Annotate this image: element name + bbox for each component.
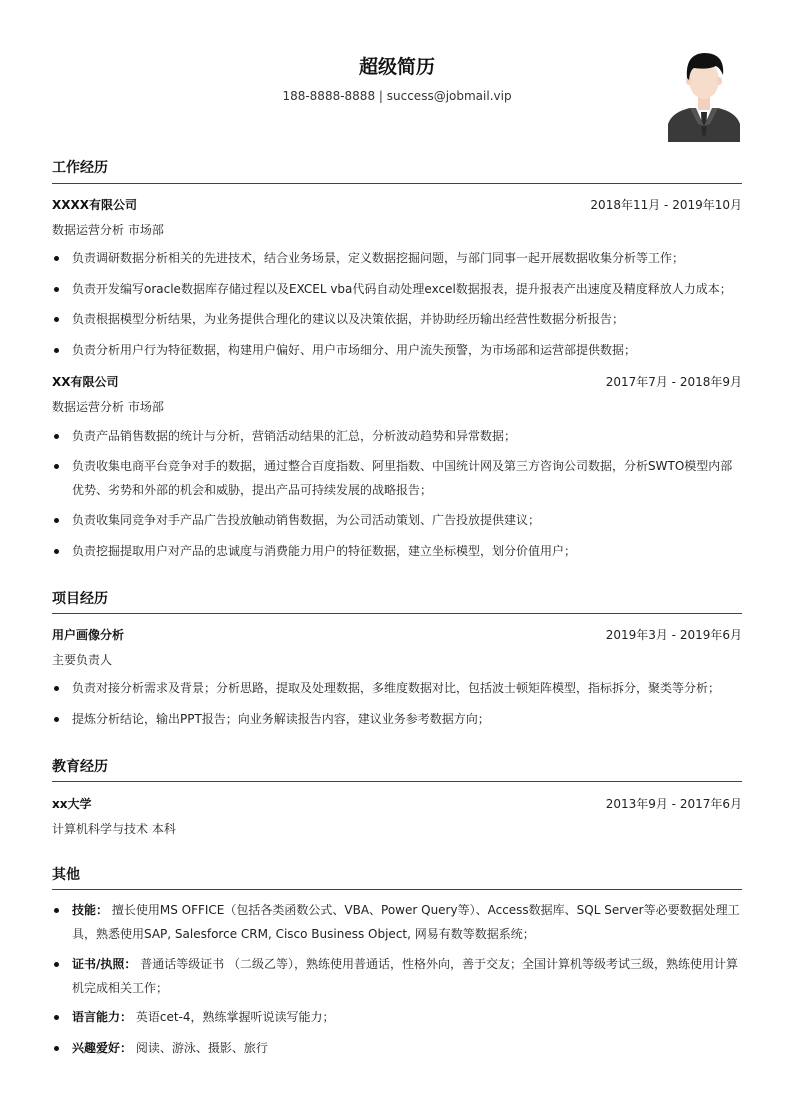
project-role: 主要负责人 — [52, 653, 113, 667]
list-item: 负责开发编写oracle数据库存储过程以及EXCEL vba代码自动处理excel数据报表，提升报表产出速度及精度释放人力成本； — [72, 277, 742, 301]
list-item: 负责收集电商平台竞争对手的数据，通过整合百度指数、阿里指数、中国统计网及第三方咨询公司数据，分析SWTO模型内部优势、劣势和外部的机会和威胁，提出产品可持续发展的战略报告； — [72, 454, 742, 502]
list-item — [72, 898, 742, 946]
project-name: 用户画像分析 — [52, 628, 125, 642]
certificates-text: 普通话等级证书 （二级乙等），熟练使用普通话，性格外向，善于交友；全国计算机等级考试三级，熟练使用计算机完成相关工作； — [72, 957, 739, 995]
certificates-label: 证书/执照： — [72, 957, 137, 971]
education-date: 2013年9月 - 2017年6月 — [605, 797, 742, 811]
section-divider — [52, 889, 742, 890]
language-label: 语言能力： — [72, 1010, 133, 1024]
project-header — [52, 626, 742, 643]
section-divider — [52, 781, 742, 782]
list-item: 提炼分析结论，输出PPT报告；向业务解读报告内容，建议业务参考数据方向； — [72, 707, 742, 731]
list-item — [72, 1005, 742, 1029]
section-title-other: 其他 — [52, 867, 80, 883]
education-major: 计算机科学与技术 本科 — [52, 822, 176, 836]
section-divider — [52, 613, 742, 614]
list-item — [72, 952, 742, 1000]
list-item: 负责对接分析需求及背景；分析思路，提取及处理数据，多维度数据对比，包括波士顿矩阵模型，指标拆分，聚类等分析； — [72, 676, 742, 700]
education-header — [52, 795, 742, 812]
list-item: 负责调研数据分析相关的先进技术，结合业务场景，定义数据挖掘问题，与部门同事一起开展数据收集分析等工作； — [72, 246, 742, 270]
project-date: 2019年3月 - 2019年6月 — [605, 628, 742, 642]
language-text: 英语cet-4，熟练掌握听说读写能力； — [135, 1010, 335, 1024]
list-item: 负责根据模型分析结果，为业务提供合理化的建议以及决策依据，并协助经历输出经营性数据分析报告； — [72, 307, 742, 331]
list-item: 负责分析用户行为特征数据，构建用户偏好、用户市场细分、用户流失预警，为市场部和运营部提供数据； — [72, 338, 742, 362]
avatar — [668, 48, 740, 142]
contact-info: 188-8888-8888 | success@jobmail.vip — [282, 89, 512, 103]
list-item — [72, 1036, 742, 1060]
list-item: 负责挖掘提取用户对产品的忠诚度与消费能力用户的特征数据，建立坐标模型，划分价值用户； — [72, 539, 742, 563]
list-item: 负责收集同竞争对手产品广告投放触动销售数据，为公司活动策划、广告投放提供建议； — [72, 508, 742, 532]
skills-text: 擅长使用MS OFFICE（包括各类函数公式、VBA、Power Query等）、Access数据库、SQL Server等必要数据处理工具，熟悉使用SAP, Salesforce CRM, Cisco Business Object, 网易有数等数据系统； — [72, 903, 740, 941]
list-item: 负责产品销售数据的统计与分析，营销活动结果的汇总，分析波动趋势和异常数据； — [72, 424, 742, 448]
skills-label: 技能： — [72, 903, 109, 917]
job-role: 数据运营分析 市场部 — [52, 400, 164, 414]
company-name: XXXX有限公司 — [52, 198, 138, 212]
job-role: 数据运营分析 市场部 — [52, 223, 164, 237]
hobbies-text: 阅读、游泳、摄影、旅行 — [135, 1041, 268, 1055]
section-title-work: 工作经历 — [52, 160, 108, 176]
section-divider — [52, 183, 742, 184]
company-name: XX有限公司 — [52, 375, 119, 389]
section-title-education: 教育经历 — [52, 759, 108, 775]
job-date: 2018年11月 - 2019年10月 — [590, 198, 742, 212]
hobbies-label: 兴趣爱好： — [72, 1041, 133, 1055]
section-title-project: 项目经历 — [52, 591, 108, 607]
school-name: xx大学 — [52, 797, 92, 811]
job-header — [52, 196, 742, 213]
job-header — [52, 373, 742, 390]
job-date: 2017年7月 - 2018年9月 — [605, 375, 742, 389]
resume-name: 超级简历 — [358, 56, 435, 78]
